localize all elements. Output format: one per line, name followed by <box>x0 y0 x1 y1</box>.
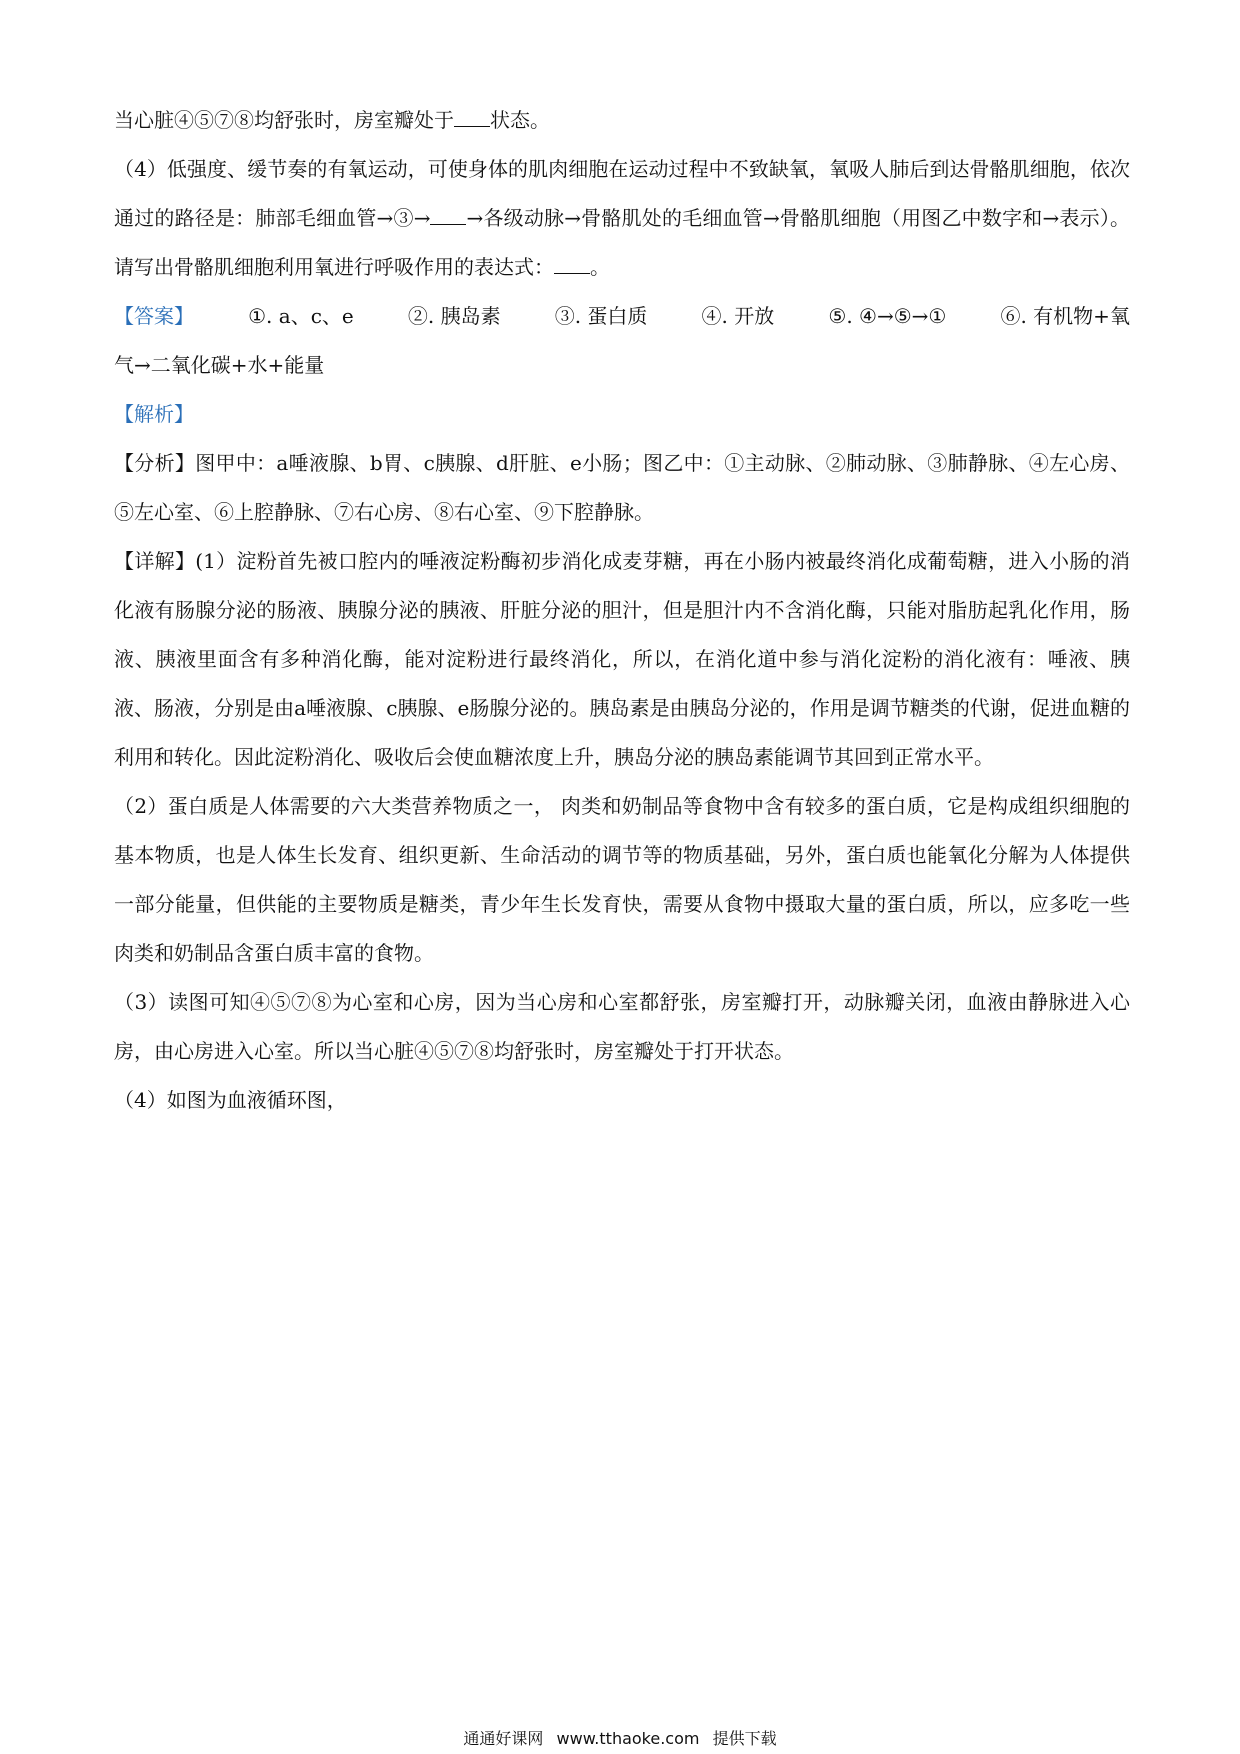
answer-item-1: ①. a、c、e <box>248 304 354 328</box>
analysis-part-3: （3）读图可知④⑤⑦⑧为心室和心房，因为当心房和心室都舒张，房室瓣打开，动脉瓣关闭，血液由静脉进入心房，由心房进入心室。所以当心脏④⑤⑦⑧均舒张时，房室瓣处于打开状态。 <box>114 990 1130 1063</box>
analysis-part-2: （2）蛋白质是人体需要的六大类营养物质之一， 肉类和奶制品等食物中含有较多的蛋白质，它是构成组织细胞的基本物质，也是人体生长发育、组织更新、生命活动的调节等的物质基础，另外，蛋白质也能氧化分解为人体提供一部分能量，但供能的主要物质是糖类，青少年生长发育快，需要从食物中摄取大量的蛋白质，所以，应多吃一些肉类和奶制品含蛋白质丰富的食物。 <box>114 794 1130 965</box>
answer-row <box>114 292 1130 341</box>
answer-blank <box>430 204 466 225</box>
question-4-part-3: 。 <box>590 255 610 279</box>
question-4-part-2: →各级动脉→骨骼肌处的毛细血管→骨骼肌细胞（用图乙中数字和→表示）。请写出骨骼肌细胞利用氧进行呼吸作用的表达式： <box>114 206 1131 279</box>
answer-blank <box>454 106 490 127</box>
question-4 <box>114 145 1130 292</box>
question-3-text-before: 当心脏④⑤⑦⑧均舒张时，房室瓣处于 <box>114 108 454 132</box>
answer-tag: 【答案】 <box>114 304 194 328</box>
answer-item-4: ④. 开放 <box>701 304 775 328</box>
page-footer <box>0 1726 1240 1749</box>
question-3-text-after: 状态。 <box>490 108 550 132</box>
answer-blank <box>554 253 590 274</box>
analysis-fenxi: 【分析】图甲中：a唾液腺、b胃、c胰腺、d肝脏、e小肠；图乙中：①主动脉、②肺动脉、③肺静脉、④左心房、⑤左心室、⑥上腔静脉、⑦右心房、⑧右心室、⑨下腔静脉。 <box>114 451 1130 524</box>
analysis-part-4: （4）如图为血液循环图， <box>114 1088 347 1112</box>
analysis-tag: 【解析】 <box>114 402 194 426</box>
question-3-tail <box>114 96 1130 145</box>
answer-item-3: ③. 蛋白质 <box>554 304 648 328</box>
document-body <box>114 96 1130 1125</box>
answer-item-2: ②. 胰岛素 <box>407 304 501 328</box>
footer-site-name: 通通好课网 <box>463 1729 544 1748</box>
answer-continuation: 气→二氧化碳+水+能量 <box>114 353 325 377</box>
answer-item-6: ⑥. 有机物+氧 <box>1000 304 1130 328</box>
answer-item-5: ⑤. ④→⑤→① <box>828 304 947 328</box>
footer-suffix: 提供下载 <box>712 1729 777 1748</box>
question-4-part-1: （4）低强度、缓节奏的有氧运动，可使身体的肌肉细胞在运动过程中不致缺氧，氧吸人肺后到达骨骼肌细胞，依次通过的路径是：肺部毛细血管→③→ <box>114 157 1130 230</box>
footer-url[interactable]: www.tthaoke.com <box>556 1729 700 1748</box>
analysis-xiangjie: 【详解】(1）淀粉首先被口腔内的唾液淀粉酶初步消化成麦芽糖，再在小肠内被最终消化成葡萄糖，进入小肠的消化液有肠腺分泌的肠液、胰腺分泌的胰液、肝脏分泌的胆汁，但是胆汁内不含消化酶，只能对脂肪起乳化作用，肠液、胰液里面含有多种消化酶，能对淀粉进行最终消化，所以，在消化道中参与消化淀粉的消化液有：唾液、胰液、肠液，分别是由a唾液腺、c胰腺、e肠腺分泌的。胰岛素是由胰岛分泌的，作用是调节糖类的代谢，促进血糖的利用和转化。因此淀粉消化、吸收后会使血糖浓度上升，胰岛分泌的胰岛素能调节其回到正常水平。 <box>114 549 1130 769</box>
